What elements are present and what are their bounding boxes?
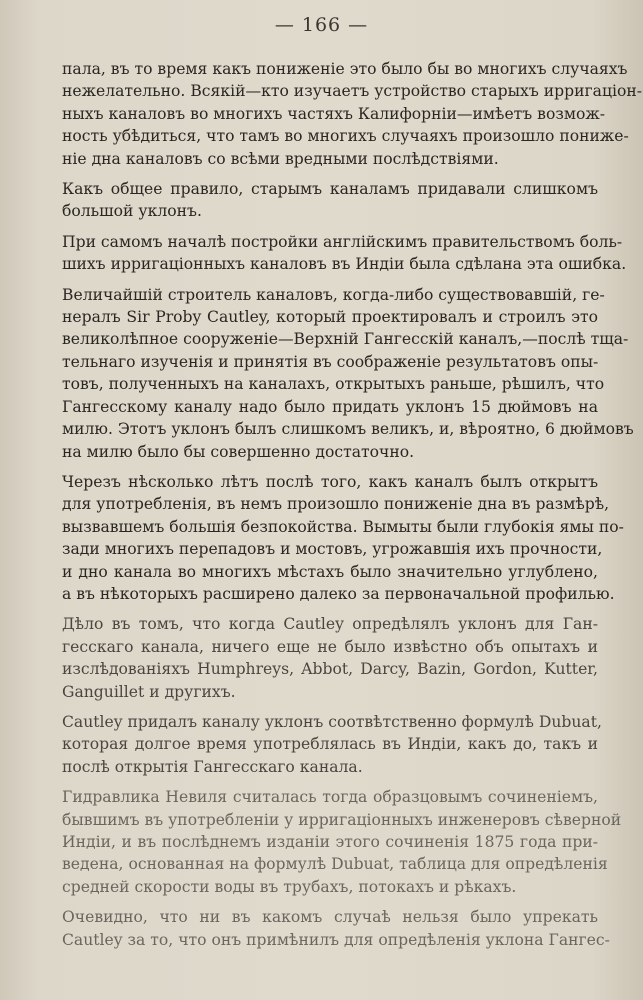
text-line: великолѣпное сооруженіе—Верхній Гангесскій каналъ,—послѣ тща-: [62, 330, 629, 349]
text-line: Гангесскому каналу надо было придать уклонъ 15 дюймовъ на: [62, 397, 598, 416]
text-line: ведена, основанная на формулѣ Dubuat, таблица для опредѣленія: [62, 855, 608, 874]
text-line: ніе дна каналовъ со всѣми вредными послѣдствіями.: [62, 149, 499, 168]
text-line: для употребленія, въ немъ произошло пониженіе дна въ размѣрѣ,: [62, 495, 610, 514]
text-line: Индіи, и въ послѣднемъ изданіи этого сочиненія 1875 года при-: [62, 833, 598, 851]
text-line: Черезъ нѣсколько лѣтъ послѣ того, какъ каналъ былъ открытъ: [62, 472, 598, 491]
text-line: а въ нѣкоторыхъ расширено далеко за первоначальной профилью.: [62, 584, 615, 603]
text-line: пала, въ то время какъ пониженіе это было бы во многихъ случаяхъ: [62, 60, 628, 78]
text-line: милю. Этотъ уклонъ былъ слишкомъ великъ, и, вѣроятно, 6 дюймовъ: [62, 420, 634, 439]
page-number: — 166 —: [274, 14, 369, 36]
text-line: ность убѣдиться, что тамъ во многихъ случаяхъ произошло пониже-: [62, 127, 629, 146]
paragraph: [62, 58, 643, 170]
text-line: большой уклонъ.: [62, 202, 202, 221]
text-line: Cautley придалъ каналу уклонъ соотвѣтственно формулѣ Dubuat,: [62, 712, 602, 731]
text-line: Какъ общее правило, старымъ каналамъ придавали слишкомъ: [62, 180, 598, 199]
text-line: и дно канала во многихъ мѣстахъ было значительно углублено,: [62, 562, 598, 581]
text-line: Cautley за то, что онъ примѣнилъ для опредѣленія уклона Гангес-: [62, 930, 610, 949]
paragraph: [62, 613, 598, 703]
text-line: гесскаго канала, ничего еще не было извѣстно объ опытахъ и: [62, 637, 598, 656]
text-line: изслѣдованіяхъ Humphreys, Abbot, Darcy, Bazin, Gordon, Kutter,: [62, 660, 598, 679]
paragraph: [62, 178, 598, 223]
text-line: которая долгое время употреблялась въ Индіи, какъ до, такъ и: [62, 735, 598, 754]
text-line: вызвавшемъ большія безпокойства. Вымыты были глубокія ямы по-: [62, 517, 624, 536]
text-line: шихъ ирригаціонныхъ каналовъ въ Индіи была сдѣлана эта ошибка.: [62, 255, 627, 274]
text-line: Величайшій строитель каналовъ, когда-либо существовавшій, ге-: [62, 285, 605, 304]
paragraph: [62, 231, 627, 276]
text-line: нежелательно. Всякій—кто изучаетъ устройство старыхъ ирригаціон-: [62, 82, 643, 101]
paragraph: [62, 284, 634, 463]
text-line: Ganguillet и другихъ.: [62, 682, 236, 701]
paragraph: [62, 711, 602, 778]
text-line: тельнаго изученія и принятія въ соображеніе результатовъ опы-: [62, 352, 599, 371]
paragraph: [62, 906, 610, 951]
text-line: бывшимъ въ употребленіи у ирригаціонныхъ инженеровъ сѣверной: [62, 810, 622, 829]
paragraph: [62, 471, 624, 605]
text-line: Очевидно, что ни въ какомъ случаѣ нельзя было упрекать: [62, 908, 598, 927]
body-text: [62, 58, 643, 959]
paragraph: [62, 786, 622, 898]
text-line: Гидравлика Невиля считалась тогда образцовымъ сочиненіемъ,: [62, 788, 598, 807]
text-line: зади многихъ перепадовъ и мостовъ, угрожавшія ихъ прочности,: [62, 540, 603, 559]
text-line: средней скорости воды въ трубахъ, потокахъ и рѣкахъ.: [62, 877, 517, 896]
text-line: ныхъ каналовъ во многихъ частяхъ Калифорніи—имѣетъ возмож-: [62, 104, 605, 123]
text-line: товъ, полученныхъ на каналахъ, открытыхъ раньше, рѣшилъ, что: [62, 375, 605, 394]
text-line: послѣ открытія Гангесскаго канала.: [62, 757, 363, 776]
text-line: При самомъ началѣ постройки англійскимъ правительствомъ боль-: [62, 232, 623, 251]
text-line: на милю было бы совершенно достаточно.: [62, 442, 415, 461]
text-line: Дѣло въ томъ, что когда Cautley опредѣлялъ уклонъ для Ган-: [62, 615, 598, 634]
text-line: нералъ Sir Proby Cautley, который проектировалъ и строилъ это: [62, 308, 598, 327]
